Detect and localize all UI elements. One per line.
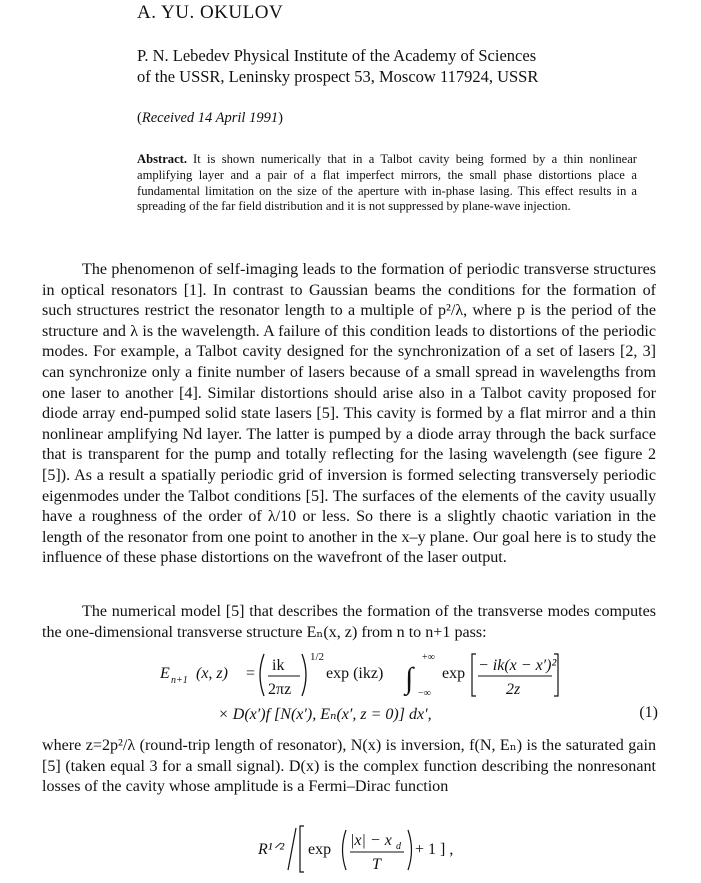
abstract-text: It is shown numerically that in a Talbot cavity being formed by a thin nonlinear amplifying layer and a pair of a flat imperfect mirrors, the small phase distortions place a fundamental limitation on the size of the aperture with in-phase lasing. This effect results in a spreading of the far field distribution and it is not suppressed by plane-wave injection. xyxy=(137,152,637,214)
eq1-inner-den: 2z xyxy=(506,681,521,698)
abstract-label: Abstract. xyxy=(137,152,188,166)
received-date: (Received 14 April 1991) xyxy=(137,110,283,126)
eq2-den: T xyxy=(372,856,381,873)
eq1-line2: × D(x′)f [N(x′), Eₙ(x′, z = 0)] dx′, xyxy=(218,706,432,723)
eq1-frac-den: 2πz xyxy=(268,681,292,698)
eq1-frac-num: ik xyxy=(272,657,285,674)
eq2-exp: exp xyxy=(308,841,332,858)
eq1-lhs-args: (x, z) xyxy=(196,665,228,682)
eq2-tail: + 1 ] , xyxy=(415,841,454,858)
affiliation xyxy=(137,45,538,87)
abstract xyxy=(137,152,637,215)
author-name: A. YU. OKULOV xyxy=(137,2,284,23)
eq1-lhs-sub: n+1 xyxy=(171,675,188,686)
eq1-power: 1/2 xyxy=(310,651,325,663)
equation-number-1: (1) xyxy=(639,704,658,721)
eq1-lhs: E xyxy=(160,665,170,682)
equation-1-line-2 xyxy=(218,704,658,724)
integral-sign: ∫ xyxy=(405,662,414,695)
body-paragraph-3: where z=2p²/λ (round-trip length of resonator), N(x) is inversion, f(N, Eₙ) is the saturated gain [5] (taken equal 3 for a small signal). D(x) is the complex function describing the nonresonant losses of the cavity whose amplitude is a Fermi–Dirac function xyxy=(42,737,656,796)
eq2-num-sub: d xyxy=(396,841,401,852)
eq1-exp2: exp xyxy=(442,665,466,682)
affiliation-line-1: P. N. Lebedev Physical Institute of the Academy of Sciences xyxy=(137,46,537,65)
equation-2 xyxy=(258,822,458,877)
eq2-num: |x| − x xyxy=(350,832,392,849)
eq1-inner-num: − ik(x − x′)² xyxy=(478,657,557,674)
affiliation-line-2: of the USSR, Leninsky prospect 53, Moscow 117924, USSR xyxy=(137,67,539,86)
svg-text:=: = xyxy=(246,665,256,682)
body-paragraph-2: The numerical model [5] that describes the formation of the transverse modes computes the one-dimensional transverse structure Eₙ(x, z) from n to n+1 pass: xyxy=(42,603,656,641)
eq1-exp: exp (ikz) xyxy=(326,665,384,682)
eq1-int-lower: −∞ xyxy=(418,688,431,699)
equation-1-line-1 xyxy=(160,650,560,700)
received-text: Received 14 April 1991 xyxy=(141,110,279,126)
eq1-int-upper: +∞ xyxy=(422,652,435,663)
body-paragraph-1: The phenomenon of self-imaging leads to the formation of periodic transverse structures in optical resonators [1]. In contrast to Gaussian beams the conditions for the formation of such structures restrict the resonator length to a multiple of p²/λ, where p is the period of the structure and λ is the wavelength. A failure of this condition leads to distortions of the periodic modes. For example, a Talbot cavity designed for the synchronization of a set of lasers [2, 3] can synchronize only a finite number of lasers because of a small spread in wavelengths from one laser to another [4]. Similar distortions should arise also in a Talbot cavity proposed for diode array end-pumped solid state lasers [5]. This cavity is formed by a flat mirror and a thin nonlinear amplifying Nd layer. The latter is pumped by a diode array through the back surface that is transparent for the pump and totally reflecting for the lasing wavelength (see figure 2 [5]). As a result a spatially periodic grid of inversion is formed selecting transversely periodic eigenmodes under the Talbot conditions [5]. The surfaces of the elements of the cavity usually have a roughness of the order of λ/10 or less. So there is a slightly chaotic variation in the length of the resonator from one point to another in the x–y plane. Our goal here is to study the influence of these phase distortions on the wavefront of the laser output. xyxy=(42,261,656,567)
eq2-lhs: R¹ᐟ² xyxy=(258,841,285,858)
